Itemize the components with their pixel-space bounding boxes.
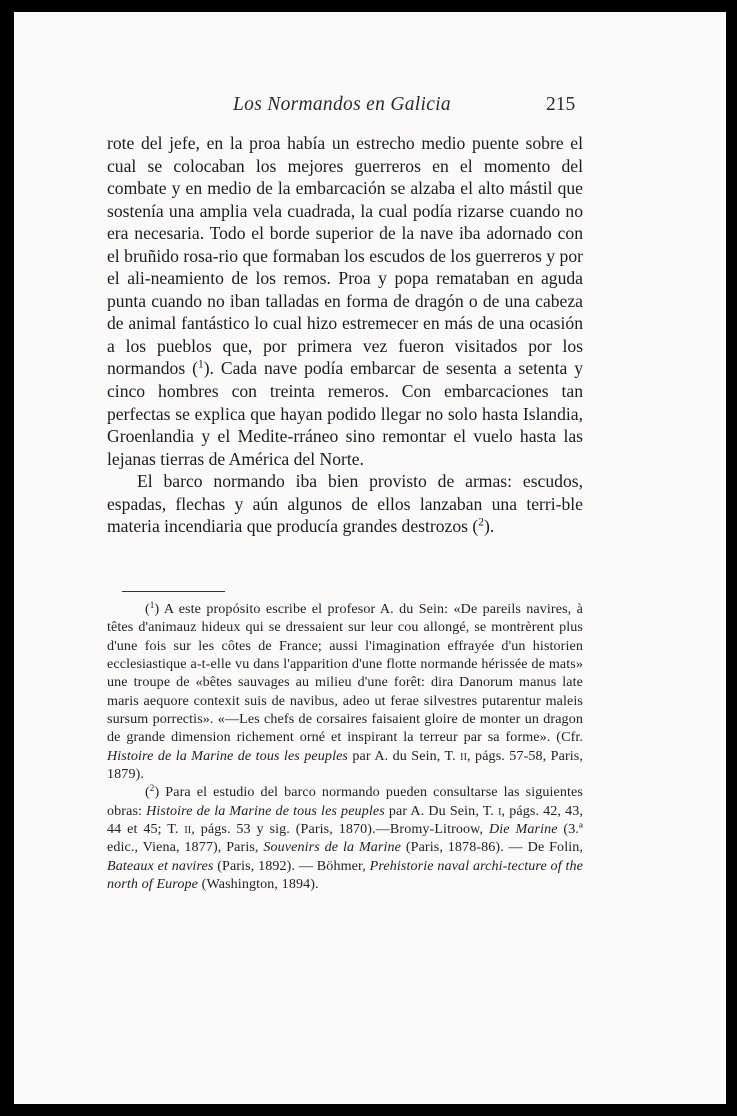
footnote-1-title: Histoire de la Marine de tous les peuples bbox=[107, 747, 349, 764]
footnote-2-open: ( bbox=[145, 784, 150, 801]
footnote-2-title: Prehistorie naval archi-tecture of the north of Europe bbox=[107, 857, 584, 893]
footnote-2-text: (Paris, 1878-86). — De Folin, bbox=[401, 839, 583, 856]
page-number: 215 bbox=[546, 94, 576, 115]
footnote-2-text: Para el estudio del barco normando pueden consultarse las siguientes obras: bbox=[107, 784, 583, 819]
footnote-2-text: (Washington, 1894). bbox=[198, 876, 319, 893]
footnote-2-text: (3.ª edic., Viena, 1877), Paris, bbox=[107, 821, 583, 856]
footnote-1-text: , págs. 57-58, Paris, 1879). bbox=[107, 747, 583, 783]
paragraph-2-text-a: El barco normando iba bien provisto de armas: escudos, espadas, flechas y aún algunos de ellos lanzaban una terri-ble materia incendiaria que producía grandes destrozos ( bbox=[107, 471, 583, 537]
footnote-1-number: 1 bbox=[149, 599, 155, 610]
page-header bbox=[14, 94, 726, 124]
main-text bbox=[107, 132, 583, 538]
footnote-2-volume: ii bbox=[184, 821, 192, 838]
footnote-2-title: Souvenirs de la Marine bbox=[263, 839, 402, 856]
paragraph-2-text-b: ). bbox=[483, 516, 495, 537]
paragraph-2 bbox=[107, 470, 583, 538]
footnote-1-open: ( bbox=[145, 601, 150, 617]
running-title: Los Normandos en Galicia bbox=[233, 94, 451, 115]
footnote-2-text: , págs. 53 y sig. (Paris, 1870).—Bromy-Litroow, bbox=[191, 821, 489, 838]
footnote-2-number: 2 bbox=[149, 783, 155, 794]
footnote-ref-2: 2 bbox=[478, 517, 484, 530]
footnote-1 bbox=[107, 600, 583, 783]
footnote-2-title: Histoire de la Marine de tous les peuples bbox=[146, 802, 385, 819]
footnote-ref-1: 1 bbox=[197, 359, 204, 372]
footnote-2-volume: i bbox=[498, 802, 502, 819]
footnote-1-text: A este propósito escribe el profesor A. du Sein: «De pareils navires, à têtes d'animauz hideux qui se dressaient sur leur cou allongé, se montrèrent plus d'une fois sur les côtes de France; aussi l'imagination effrayée d'un historien ecclesiastique a-t-elle vu dans l'apparition d'une flotte normande hérissée de mats» une troupe de «bêtes sauvages au milieu d'une forêt: dira Danorum manus late maris aequore contexit suis de navibus, adeo ut ferae silvestres putarentur maleis sursum porrectis». «—Les chefs de corsaires faisaient gloire de monter un dragon de grande dimension richement orné et inspirant la terreur par sa forme». (Cfr. bbox=[107, 601, 583, 746]
footnote-2-title: Die Marine bbox=[489, 821, 558, 838]
footnote-rule bbox=[122, 591, 225, 592]
footnote-1-text: par A. du Sein, T. bbox=[348, 747, 461, 764]
paragraph-1-text-a: rote del jefe, en la proa había un estrecho medio puente sobre el cual se colocaban los mejores guerreros en el momento del combate y en medio de la embarcación se alzaba el alto mástil que sostenía una amplia vela cuadrada, la cual podía rizarse cuando no era necesaria. Todo el borde superior de la nave iba adornado con el bruñido rosa-rio que formaban los escudos de los guerreros y por el ali-neamiento de los remos. Proa y popa remataban en aguda punta cuando no iban talladas en forma de dragón o de una cabeza de animal fantástico lo cual hizo estremecer en más de una ocasión a los pueblos que, por primera vez fueron visitados por los normandos ( bbox=[107, 133, 583, 379]
paragraph-1 bbox=[107, 132, 583, 470]
footnote-2-text: (Paris, 1892). — Böhmer, bbox=[213, 857, 370, 874]
footnote-2-text: , págs. 42, 43, 44 et 45; T. bbox=[107, 802, 584, 838]
footnote-2 bbox=[107, 783, 583, 893]
footnote-2-text: par A. Du Sein, T. bbox=[384, 802, 499, 819]
footnote-2-title: Bateaux et navires bbox=[107, 857, 214, 874]
paragraph-1-text-b: ). Cada nave podía embarcar de sesenta a setenta y cinco hombres con treinta remeros. Con embarcaciones tan perfectas se explica que hayan podido llegar no solo hasta Islandia, Groenlandia y el Medite-rráneo sino remontar el vuelo hasta las lejanas tierras de América del Norte. bbox=[107, 358, 583, 469]
footnote-1-volume: ii bbox=[460, 747, 468, 764]
footnote-2-close: ) bbox=[154, 784, 160, 801]
footnote-1-close: ) bbox=[154, 601, 160, 617]
footnotes bbox=[107, 600, 583, 894]
book-page bbox=[14, 12, 726, 1104]
